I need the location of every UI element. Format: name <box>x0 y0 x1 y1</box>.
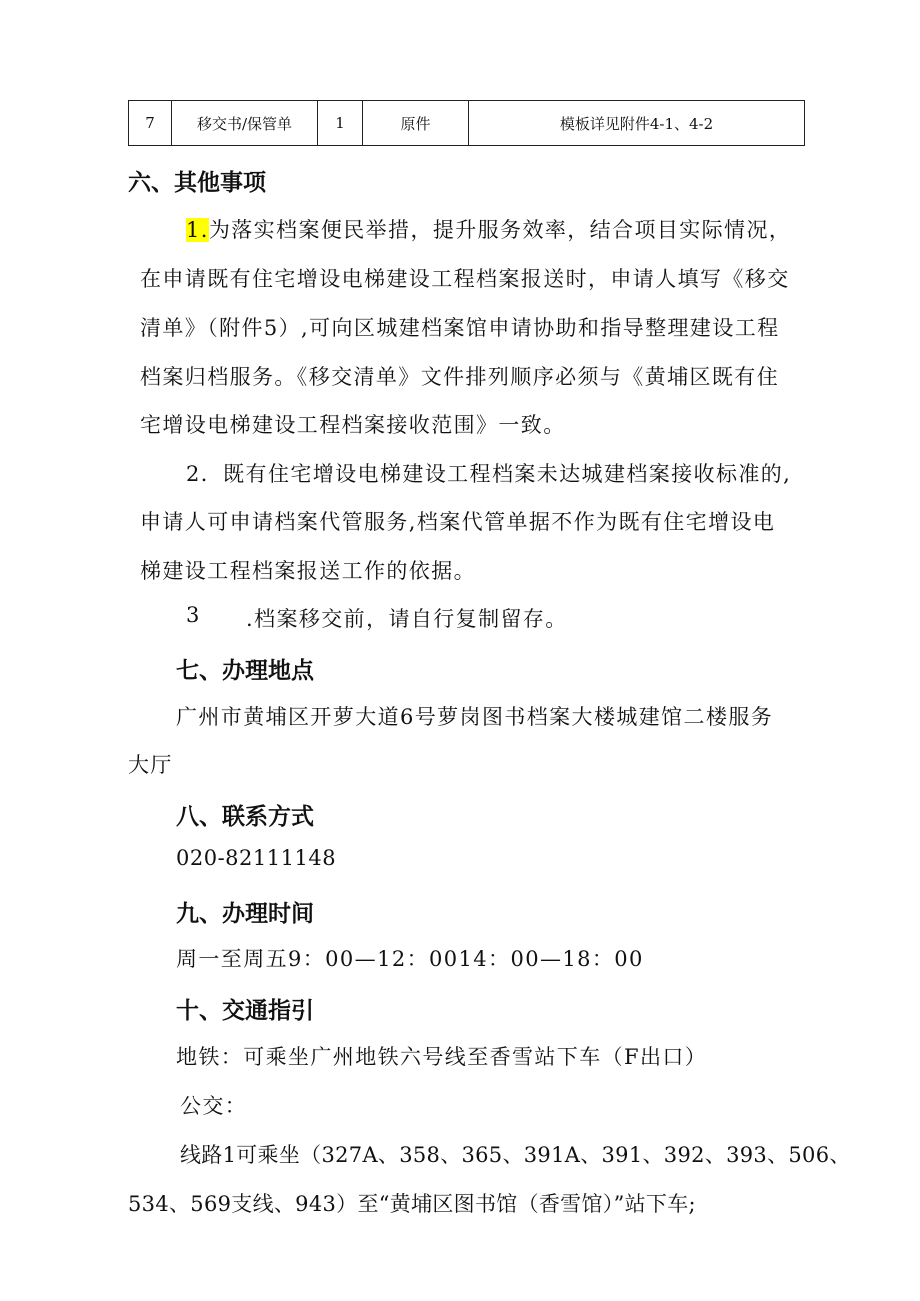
bus-route-line-1: 线路1可乘坐（327A、358、365、391A、391、392、393、506、 <box>180 1143 851 1167</box>
item3-text: .档案移交前，请自行复制留存。 <box>246 607 568 631</box>
materials-table <box>128 100 805 146</box>
section-title-location: 七、办理地点 <box>176 658 314 684</box>
item1-line-4: 档案归档服务。《移交清单》文件排列顺序必须与《黄埔区既有住 <box>140 365 780 389</box>
item1-line-3: 清单》（附件5）,可向区城建档案馆申请协助和指导整理建设工程 <box>140 316 780 340</box>
cell-note: 模板详见附件4-1、4-2 <box>469 101 805 146</box>
metro-text: 地铁：可乘坐广州地铁六号线至香雪站下车（F出口） <box>176 1045 708 1069</box>
item2-line-1: 2．既有住宅增设电梯建设工程档案未达城建档案接收标准的, <box>186 462 792 486</box>
section-title-transport: 十、交通指引 <box>176 998 314 1024</box>
item3-number: 3 <box>186 603 201 627</box>
bus-route-line-2: 534、569支线、943）至“黄埔区图书馆（香雪馆）”站下车; <box>128 1192 696 1216</box>
cell-type: 原件 <box>363 101 469 146</box>
item2-line-3: 梯建设工程档案报送工作的依据。 <box>140 559 476 583</box>
contact-phone: 020-82111148 <box>176 846 337 870</box>
item1-line-2: 在申请既有住宅增设电梯建设工程档案报送时，申请人填写《移交 <box>140 267 790 291</box>
item1-number: 1. <box>186 218 209 242</box>
item1-line-1: 1.为落实档案便民举措，提升服务效率，结合项目实际情况， <box>186 218 792 242</box>
item1-line-5: 宅增设电梯建设工程档案接收范围》一致。 <box>140 413 566 437</box>
table-row <box>129 101 805 146</box>
section-title-contact: 八、联系方式 <box>176 804 314 830</box>
section-title-hours: 九、办理时间 <box>176 901 314 927</box>
hours-text: 周一至周五9：00—12：0014：00—18：00 <box>176 947 644 971</box>
cell-count: 1 <box>318 101 363 146</box>
cell-no: 7 <box>129 101 172 146</box>
item2-line-2: 申请人可申请档案代管服务,档案代管单据不作为既有住宅增设电 <box>140 510 776 534</box>
bus-label: 公交： <box>180 1094 248 1118</box>
address-line-2: 大厅 <box>128 753 173 777</box>
address-line-1: 广州市黄埔区开萝大道6号萝岗图书档案大楼城建馆二楼服务 <box>176 705 774 729</box>
section-title-other: 六、其他事项 <box>128 170 266 196</box>
cell-name: 移交书/保管单 <box>172 101 318 146</box>
